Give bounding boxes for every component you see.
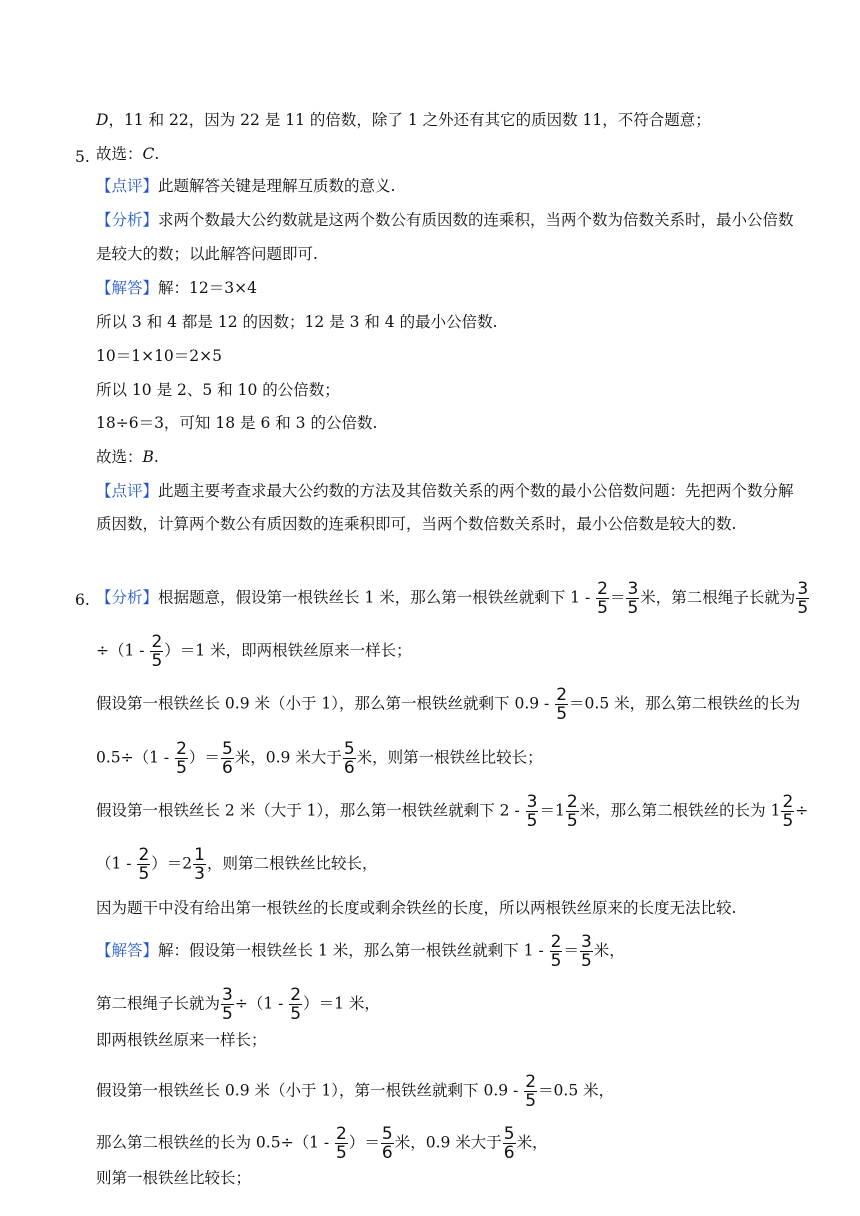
fraction-numerator: 5 [221,739,233,759]
text-run: ，11 和 22，因为 22 是 11 的倍数，除了 1 之外还有其它的质因数 11，不符合题意； [108,111,711,129]
text-line [96,986,380,1023]
text-run: ＝1 [539,801,565,820]
comment-line [96,176,395,196]
text-line [96,447,159,467]
fraction-denominator: 5 [222,1004,233,1024]
option-letter: C [142,145,155,163]
analysis-line [96,580,810,617]
text-run: 假设第一根铁丝长 0.9 米（小于 1），那么第一根铁丝就剩下 0.9 - [96,694,555,713]
text-run: ＝0.5 米，那么第二根铁丝的长为 [569,694,801,713]
text-run: 米，0.9 米大于 [234,748,342,767]
fraction-numerator: 2 [336,1124,347,1144]
text-run: （1 - [96,854,137,873]
question-number-6: 6. [75,591,90,609]
text-run: ，则第二根铁丝比较长， [206,854,378,873]
text-line [96,898,736,918]
fraction [781,793,794,830]
fraction-numerator: 3 [580,932,592,952]
fraction-numerator: 2 [525,1072,537,1092]
fraction [193,846,206,883]
fraction-denominator: 5 [597,598,608,618]
comment-line [96,481,794,501]
fraction [137,846,150,883]
fraction-denominator: 5 [336,1143,347,1163]
text-run: ）＝ [348,1133,380,1152]
fraction-denominator: 5 [526,811,538,831]
text-run: 米， [516,1133,548,1152]
section-tag: 【点评】 [96,482,159,500]
fraction-numerator: 3 [222,985,233,1005]
fraction-denominator: 6 [381,1143,393,1163]
fraction-denominator: 5 [176,758,187,778]
fraction-denominator: 5 [151,651,163,671]
fraction-denominator: 6 [503,1143,515,1163]
text-run: 根据题意，假设第一根铁丝长 1 米，那么第一根铁丝就剩下 1 - [158,588,596,607]
fraction-numerator: 3 [526,792,538,812]
text-run: 假设第一根铁丝长 2 米（大于 1），那么第一根铁丝就剩下 2 - [96,801,525,820]
text-line [96,312,498,332]
text-run: 因为题干中没有给出第一根铁丝的长度或剩余铁丝的长度，所以两根铁丝原来的长度无法比较. [96,899,737,917]
fraction-denominator: 3 [194,864,205,884]
text-run: 即两根铁丝原来一样长； [96,1031,267,1049]
fraction-denominator: 5 [797,598,809,618]
text-line [96,244,318,264]
fraction-denominator: 5 [138,864,150,884]
fraction-denominator: 5 [290,1004,302,1024]
text-run: ）＝2 [151,854,193,873]
fraction [796,580,809,617]
fraction [381,1125,394,1162]
option-letter: B [142,448,154,466]
text-line [96,793,808,830]
fraction-denominator: 5 [525,1091,537,1111]
text-line [96,1073,614,1110]
text-run: 所以 10 是 2、5 和 10 的公倍数； [96,381,340,399]
fraction-numerator: 2 [550,932,562,952]
text-line [96,380,340,400]
text-line [96,1030,267,1050]
text-run: ÷ [795,801,809,820]
text-line [96,110,711,130]
fraction-numerator: 2 [566,792,578,812]
section-tag: 【解答】 [96,941,159,960]
fraction [221,740,234,777]
text-run: ÷（1 - [234,994,289,1013]
fraction-numerator: 1 [194,845,205,865]
text-run: ÷（1 - [96,641,150,660]
fraction-numerator: 5 [381,1124,393,1144]
section-tag: 【分析】 [96,211,159,229]
text-run: 米，那么第二根铁丝的长为 1 [579,801,781,820]
fraction [343,740,356,777]
fraction-denominator: 5 [782,811,794,831]
fraction-denominator: 6 [221,758,233,778]
fraction-denominator: 5 [566,811,578,831]
text-run: 第二根绳子长就为 [96,994,221,1013]
fraction [335,1125,348,1162]
text-run: ）＝ [188,748,220,767]
text-line [96,1168,251,1188]
text-line [96,740,543,777]
answer-line [96,933,625,970]
text-run: 18÷6＝3，可知 18 是 6 和 3 的公倍数. [96,414,378,432]
section-tag: 【分析】 [96,588,159,607]
fraction-denominator: 5 [556,704,568,724]
text-run: 解：12＝3×4 [158,279,257,297]
option-letter: D [96,111,109,129]
text-run: 假设第一根铁丝长 0.9 米（小于 1），第一根铁丝就剩下 0.9 - [96,1081,524,1100]
text-run: 此题解答关键是理解互质数的意义. [158,177,396,195]
text-run: 故选： [96,448,143,466]
fraction-numerator: 2 [782,792,794,812]
fraction-numerator: 2 [556,685,568,705]
fraction [150,633,163,670]
text-line [96,413,377,433]
fraction-numerator: 2 [151,632,163,652]
text-run: 米， [593,941,625,960]
text-run: ＝ [609,588,626,607]
text-run: 求两个数最大公约数就是这两个数公有质因数的连乘积，当两个数为倍数关系时，最小公倍数 [158,211,794,229]
fraction [555,686,568,723]
fraction [596,580,609,617]
text-run: . [153,448,159,466]
fraction-denominator: 5 [627,598,639,618]
section-tag: 【解答】 [96,279,159,297]
text-run: 米，0.9 米大于 [394,1133,502,1152]
text-run: ＝0.5 米， [538,1081,615,1100]
fraction [175,740,188,777]
fraction [550,933,563,970]
analysis-line [96,210,794,230]
text-run: ）＝1 米， [303,994,380,1013]
fraction-numerator: 5 [503,1124,515,1144]
fraction-numerator: 2 [597,579,608,599]
text-run: 那么第二根铁丝的长为 0.5÷（1 - [96,1133,335,1152]
fraction [221,986,234,1023]
text-run: 则第一根铁丝比较长； [96,1169,252,1187]
text-line [96,1125,548,1162]
fraction [503,1125,516,1162]
fraction-denominator: 5 [550,951,562,971]
text-run: 故选： [96,145,143,163]
text-line [96,846,378,883]
fraction [526,793,539,830]
text-run: 10＝1×10＝2×5 [96,347,223,365]
fraction-denominator: 5 [580,951,592,971]
text-run: ）＝1 米，即两根铁丝原来一样长； [164,641,412,660]
text-line [96,144,159,164]
fraction [566,793,579,830]
fraction [524,1073,537,1110]
text-line [96,633,412,670]
text-run: 此题主要考查求最大公约数的方法及其倍数关系的两个数的最小公倍数问题：先把两个数分解 [158,482,794,500]
text-line [96,514,736,534]
fraction-numerator: 2 [290,985,302,1005]
text-line [96,346,222,366]
fraction-numerator: 3 [627,579,639,599]
question-number-5: 5. [75,148,90,166]
fraction [580,933,593,970]
text-line [96,686,800,723]
section-tag: 【点评】 [96,177,159,195]
text-run: 质因数，计算两个数公有质因数的连乘积即可，当两个数倍数关系时，最小公倍数是较大的数. [96,515,737,533]
text-run: ＝ [563,941,579,960]
fraction [626,580,639,617]
text-run: . [154,145,160,163]
fraction-numerator: 2 [176,739,187,759]
fraction-numerator: 2 [138,845,150,865]
text-run: 米，则第一根铁丝比较长； [356,748,543,767]
fraction-numerator: 3 [797,579,809,599]
text-run: 解：假设第一根铁丝长 1 米，那么第一根铁丝就剩下 1 - [158,941,549,960]
text-run: 0.5÷（1 - [96,748,175,767]
text-run: 是较大的数；以此解答问题即可. [96,245,318,263]
fraction-numerator: 5 [343,739,355,759]
fraction [289,986,302,1023]
fraction-denominator: 6 [343,758,355,778]
answer-line [96,278,257,298]
text-run: 所以 3 和 4 都是 12 的因数；12 是 3 和 4 的最小公倍数. [96,313,498,331]
text-run: 米，第二根绳子长就为 [640,588,796,607]
